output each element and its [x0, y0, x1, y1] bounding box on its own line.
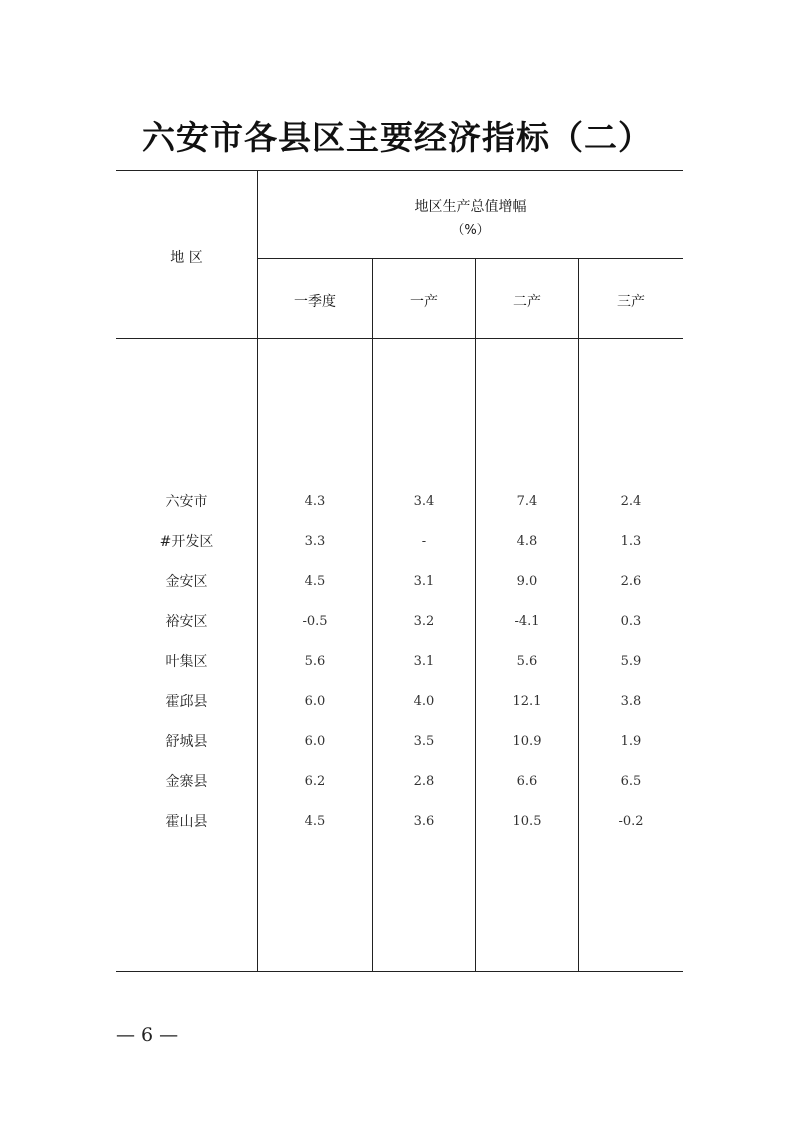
- table-cell: 10.5: [512, 814, 542, 829]
- row-region-name: 叶集区: [165, 654, 208, 670]
- table-top-rule: [116, 170, 683, 171]
- table-cell: 4.0: [413, 694, 435, 709]
- group-unit: （%）: [451, 223, 490, 238]
- table-cell: 3.8: [620, 694, 642, 709]
- row-region-name: 金安区: [165, 574, 208, 590]
- table-cell: -: [421, 534, 427, 549]
- table-cell: 4.8: [516, 534, 538, 549]
- table-cell: 5.6: [516, 654, 538, 669]
- row-region-name: 六安市: [165, 494, 208, 510]
- table-cell: 6.5: [620, 774, 642, 789]
- row-region-name: #开发区: [159, 534, 214, 550]
- table-cell: 4.3: [304, 494, 326, 509]
- table-cell: 3.6: [413, 814, 435, 829]
- row-region-name: 舒城县: [165, 734, 208, 750]
- table-cell: 12.1: [512, 694, 542, 709]
- column-header: 三产: [617, 294, 645, 310]
- table-cell: 4.5: [304, 574, 326, 589]
- table-header-subrule: [258, 258, 683, 259]
- group-header: 地区生产总值增幅: [414, 199, 527, 215]
- table-cell: 7.4: [516, 494, 538, 509]
- table-cell: 4.5: [304, 814, 326, 829]
- table-cell: 3.1: [413, 654, 435, 669]
- table-cell: 3.4: [413, 494, 435, 509]
- table-cell: 5.6: [304, 654, 326, 669]
- table-cell: -0.2: [618, 814, 644, 829]
- table-cell: 2.6: [620, 574, 642, 589]
- table-cell: 6.0: [304, 694, 326, 709]
- table-cell: 3.2: [413, 614, 435, 629]
- page-title: 六安市各县区主要经济指标（二）: [142, 118, 652, 157]
- table-cell: -0.5: [302, 614, 328, 629]
- table-cell: 2.4: [620, 494, 642, 509]
- table-bottom-rule: [116, 971, 683, 972]
- row-region-name: 霍山县: [165, 814, 208, 830]
- region-header: 地 区: [170, 250, 203, 266]
- column-header: 一产: [410, 294, 438, 310]
- table-cell: 10.9: [512, 734, 542, 749]
- table-cell: 6.6: [516, 774, 538, 789]
- table-cell: 3.1: [413, 574, 435, 589]
- table-cell: -4.1: [514, 614, 540, 629]
- page-number: — 6 —: [116, 1024, 179, 1046]
- table-header-bottom-rule: [116, 338, 683, 339]
- table-cell: 1.9: [620, 734, 642, 749]
- table-cell: 2.8: [413, 774, 435, 789]
- table-cell: 3.3: [304, 534, 326, 549]
- row-region-name: 金寨县: [165, 774, 208, 790]
- table-cell: 6.0: [304, 734, 326, 749]
- row-region-name: 裕安区: [165, 614, 208, 630]
- table-cell: 6.2: [304, 774, 326, 789]
- row-region-name: 霍邱县: [165, 694, 208, 710]
- column-header: 二产: [513, 294, 541, 310]
- table-cell: 1.3: [620, 534, 642, 549]
- table-cell: 3.5: [413, 734, 435, 749]
- table-cell: 5.9: [620, 654, 642, 669]
- column-header: 一季度: [294, 294, 336, 310]
- table-cell: 9.0: [516, 574, 538, 589]
- table-cell: 0.3: [620, 614, 642, 629]
